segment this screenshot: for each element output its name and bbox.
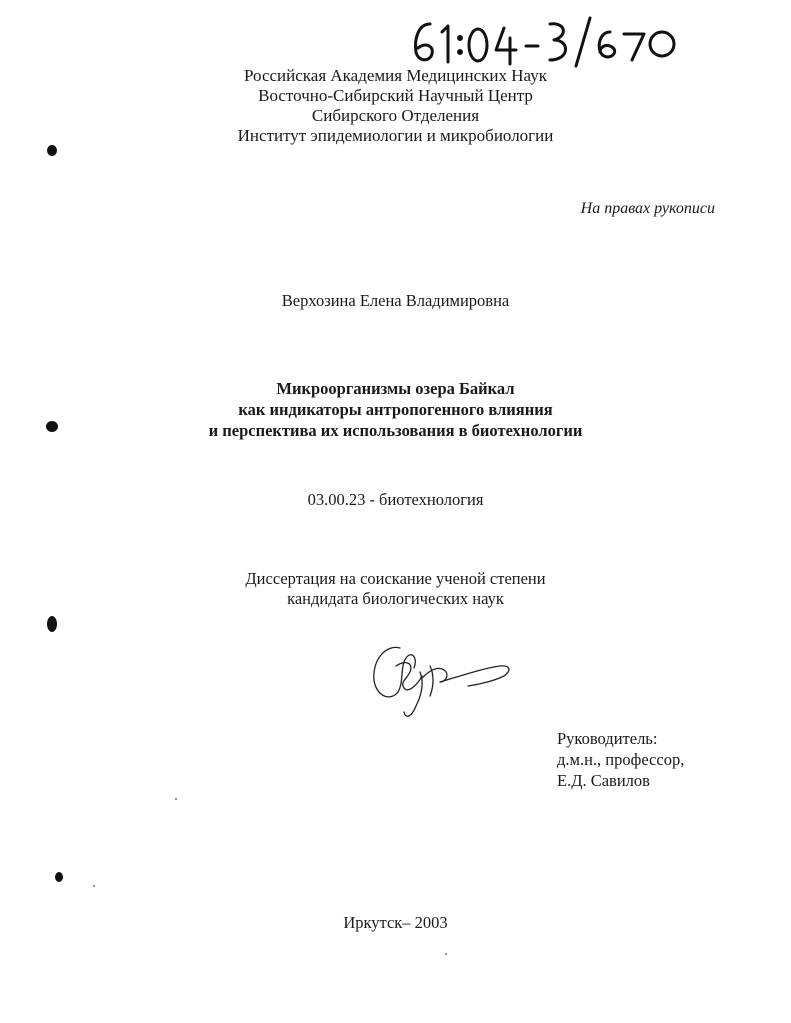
institution-line-academy: Российская Академия Медицинских Наук	[244, 66, 547, 85]
institution-line-center: Восточно-Сибирский Научный Центр	[258, 86, 533, 105]
scan-speck	[175, 798, 177, 800]
title-line-1: Микроорганизмы озера Байкал	[276, 379, 515, 398]
scan-speck	[445, 953, 447, 955]
punch-hole-1	[47, 145, 57, 156]
punch-hole-2	[46, 421, 58, 432]
specialty-code: 03.00.23 - биотехнология	[307, 490, 484, 509]
title-line-3: и перспектива их использования в биотехнологии	[208, 421, 583, 440]
supervisor-label: Руководитель:	[557, 729, 658, 748]
institution-line-branch: Сибирского Отделения	[311, 106, 480, 125]
author-name: Верхозина Елена Владимировна	[281, 291, 510, 310]
degree-statement	[0, 569, 791, 609]
institution-header	[0, 66, 791, 146]
scan-speck	[93, 885, 95, 887]
title-line-2: как индикаторы антропогенного влияния	[238, 400, 553, 419]
manuscript-rights-note: На правах рукописи	[580, 200, 715, 217]
supervisor-block	[557, 728, 684, 791]
degree-line-1: Диссертация на соискание ученой степени	[245, 569, 546, 588]
author-signature	[360, 636, 520, 722]
degree-line-2: кандидата биологических наук	[287, 589, 504, 608]
supervisor-credentials: д.м.н., профессор,	[557, 750, 685, 769]
institution-line-institute: Институт эпидемиологии и микробиологии	[237, 126, 554, 145]
punch-hole-3	[47, 616, 57, 632]
punch-hole-4	[55, 872, 63, 882]
supervisor-name: Е.Д. Савилов	[557, 771, 650, 790]
dissertation-title	[0, 378, 791, 441]
city-year: Иркутск– 2003	[343, 913, 448, 932]
handwritten-archive-number	[400, 10, 700, 70]
